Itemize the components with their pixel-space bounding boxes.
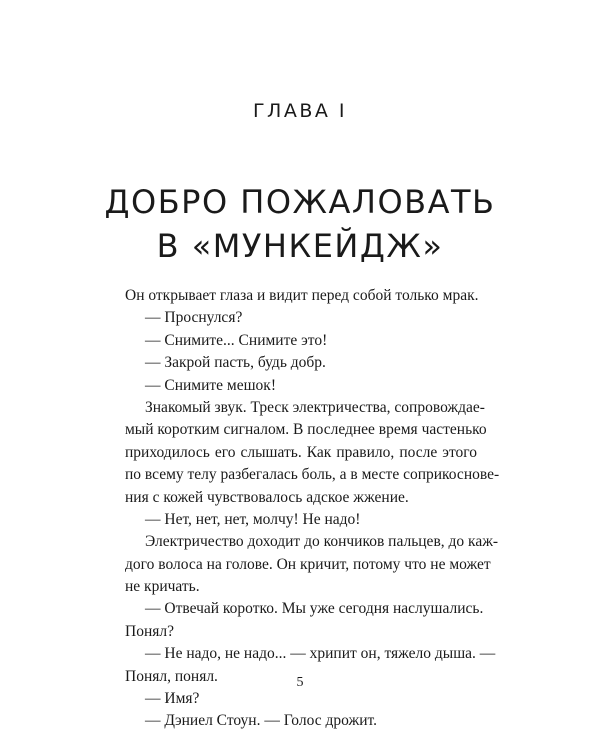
- text-line: не кричать.: [125, 578, 200, 596]
- dialogue-line: — Дэниел Стоун. — Голос дрожит.: [145, 712, 377, 730]
- text-line: по всему телу разбегалась боль, а в месте соприкоснове-: [125, 466, 500, 484]
- text-line: дого волоса на голове. Он кричит, потому что не может: [125, 555, 491, 573]
- text-line: приходилось его слышать. Как правило, после этого: [125, 443, 477, 461]
- text-line: ния с кожей чувствовалось адское жжение.: [125, 488, 409, 506]
- chapter-title-line: В «МУНКЕЙДЖ»: [156, 227, 444, 265]
- text-line: мый коротким сигналом. В последнее время частенько: [125, 421, 487, 439]
- dialogue-line: — Снимите мешок!: [145, 376, 277, 394]
- page-number: 5: [296, 675, 304, 690]
- dialogue-line: — Снимите... Снимите это!: [145, 331, 328, 349]
- chapter-label: ГЛАВА I: [252, 100, 348, 122]
- text-line: Электричество доходит до кончиков пальцев, до каж-: [145, 533, 499, 551]
- dialogue-line: — Не надо, не надо... — хрипит он, тяжело дыша. —: [145, 645, 496, 663]
- text-line: Он открывает глаза и видит перед собой только мрак.: [125, 287, 479, 304]
- chapter-title: [0, 180, 600, 268]
- dialogue-line: — Отвечай коротко. Мы уже сегодня наслушались.: [145, 600, 484, 618]
- dialogue-line: — Имя?: [145, 690, 200, 708]
- dialogue-line: Понял, понял.: [125, 667, 218, 685]
- chapter-title-line: ДОБРО ПОЖАЛОВАТЬ: [104, 183, 496, 221]
- dialogue-line: — Нет, нет, нет, молчу! Не надо!: [145, 510, 361, 528]
- text-line: Знакомый звук. Треск электричества, сопровождае-: [145, 398, 485, 416]
- dialogue-line: Понял?: [125, 622, 174, 640]
- dialogue-line: — Проснулся?: [145, 309, 243, 327]
- chapter-body-text: [125, 285, 500, 733]
- dialogue-line: — Закрой пасть, будь добр.: [145, 354, 326, 372]
